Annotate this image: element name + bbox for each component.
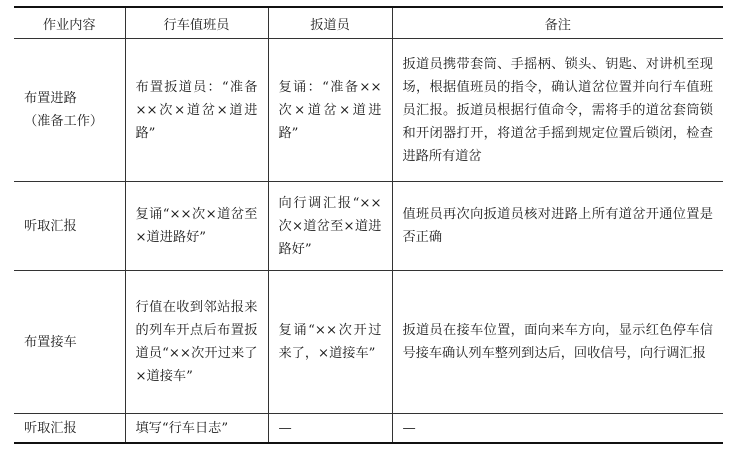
remarks-cell: 扳道员在接车位置，面向来车方向，显示红色停车信号接车确认列车整列到达后，回收信号，向行调汇报 xyxy=(392,271,723,414)
header-switchman: 扳道员 xyxy=(268,7,392,39)
procedure-table xyxy=(14,6,723,444)
duty-officer-cell: 复诵“××次×道岔至×道进路好” xyxy=(125,182,268,271)
remarks-cell: 值班员再次向扳道员核对进路上所有道岔开通位置是否正确 xyxy=(392,182,723,271)
header-operation: 作业内容 xyxy=(14,7,125,39)
switchman-cell: 向行调汇报“××次×道岔至×道进路好” xyxy=(268,182,392,271)
remarks-cell: 扳道员携带套筒、手摇柄、锁头、钥匙、对讲机至现场，根据值班员的指令，确认道岔位置并向行车值班员汇报。扳道员根据行值命令，需将手的道岔套筒锁和开闭器打开，将道岔手摇到规定位置后锁闭，检查进路所有道岔 xyxy=(392,39,723,182)
duty-officer-cell: 填写“行车日志” xyxy=(125,414,268,444)
header-row xyxy=(14,7,723,39)
remarks-cell: — xyxy=(392,414,723,444)
operation-cell: 听取汇报 xyxy=(14,414,125,444)
duty-officer-cell: 布置扳道员：“准备××次×道岔×道进路” xyxy=(125,39,268,182)
operation-cell: 听取汇报 xyxy=(14,182,125,271)
switchman-cell: — xyxy=(268,414,392,444)
operation-label: 布置进路 xyxy=(24,91,77,106)
switchman-cell: 复诵“××次开过来了，×道接车” xyxy=(268,271,392,414)
operation-cell: 布置接车 xyxy=(14,271,125,414)
table-row xyxy=(14,271,723,414)
duty-officer-cell: 行值在收到邻站报来的列车开点后布置扳道员“××次开过来了×道接车” xyxy=(125,271,268,414)
operation-cell xyxy=(14,39,125,182)
table-row xyxy=(14,414,723,444)
table-row xyxy=(14,182,723,271)
header-duty-officer: 行车值班员 xyxy=(125,7,268,39)
table-row xyxy=(14,39,723,182)
switchman-cell: 复诵：“准备××次×道岔×道进路” xyxy=(268,39,392,182)
operation-note: （准备工作） xyxy=(24,114,104,129)
header-remarks: 备注 xyxy=(392,7,723,39)
